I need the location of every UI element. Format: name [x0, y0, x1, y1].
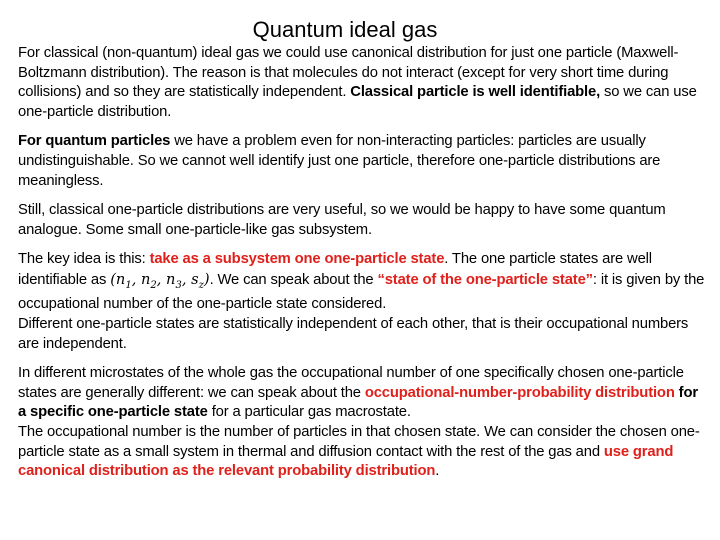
- p6-text-2: for a particular gas macrostate.: [207, 404, 411, 421]
- slide-title: [0, 16, 720, 44]
- p5-text-1: Different one-particle states are statistically independent of each other, that is their occupational numbers are independent.: [18, 316, 689, 352]
- paragraph-key-idea: [18, 250, 708, 315]
- p2-bold-1: For quantum particles: [18, 133, 171, 150]
- math-n2: n: [140, 270, 151, 288]
- p1-text-1: For classical (non-quantum) ideal gas we could use canonical distribution for just one particle (Maxwell-Boltzmann distribution). The reason is that molecules do not interact (except for very short time during collisions) and so they are statistically independent.: [18, 45, 679, 101]
- math-n1: n: [115, 270, 126, 288]
- slide-content: [18, 44, 708, 482]
- math-comma-3: ,: [181, 270, 192, 288]
- paragraph-quantum-analogue: [18, 201, 708, 240]
- paragraph-classical-gas: [18, 44, 708, 122]
- p7-text-2: .: [435, 463, 440, 480]
- paragraph-statistical-independence: [18, 315, 708, 354]
- math-n3-sub: 3: [175, 279, 182, 291]
- p7-red-1: use grand canonical distribution as the relevant probability distribution: [18, 443, 674, 480]
- math-s-sub: z: [198, 279, 204, 291]
- p6-bold-1: for a specific one-particle state: [18, 384, 698, 421]
- math-s: s: [191, 270, 199, 288]
- p4-text-3: . We can speak about the: [209, 271, 378, 288]
- p7-text-1: The occupational number is the number of particles in that chosen state. We can consider the chosen one-particle state as a small system in thermal and diffusion contact with the rest of the gas and: [18, 424, 700, 460]
- p2-text-1: we have a problem even for non-interacting particles: particles are usually undistinguishable. So we cannot well identify just one particle, therefore one-particle distributions are meaningless.: [18, 133, 661, 189]
- p4-text-1: The key idea is this:: [18, 251, 150, 268]
- math-comma-1: ,: [131, 270, 141, 288]
- paragraph-quantum-particles: [18, 132, 708, 191]
- p1-bold-1: Classical particle is well identifiable,: [350, 84, 601, 101]
- paragraph-microstates: [18, 364, 708, 423]
- math-n2-sub: 2: [150, 279, 157, 291]
- math-comma-2: ,: [156, 270, 167, 288]
- p4-red-1: take as a subsystem one one-particle state: [149, 251, 445, 268]
- math-close-paren: ): [203, 270, 210, 288]
- slide-title-text: Quantum ideal gas: [252, 17, 438, 42]
- math-n1-sub: 1: [125, 279, 132, 291]
- paragraph-occupational-number: [18, 423, 708, 482]
- state-quantum-numbers-formula: [110, 270, 210, 291]
- p3-text-1: Still, classical one-particle distributions are very useful, so we would be happy to have some quantum analogue. Some small one-particle-like gas subsystem.: [18, 202, 666, 238]
- math-n3: n: [166, 270, 176, 288]
- p4-text-2: . The one particle states are well identifiable as: [18, 251, 652, 288]
- p1-text-2: so we can use one-particle distribution.: [18, 84, 697, 120]
- p6-red-1: occupational-number-probability distribution: [364, 384, 675, 401]
- p6-text-1: In different microstates of the whole gas the occupational number of one specifically chosen one-particle states are generally different: we can speak about the: [18, 365, 684, 401]
- math-open-paren: (: [110, 270, 116, 288]
- p4-red-2: “state of the one-particle state”: [377, 271, 593, 288]
- p4-text-4: : it is given by the occupational number of the one-particle state considered.: [18, 271, 705, 313]
